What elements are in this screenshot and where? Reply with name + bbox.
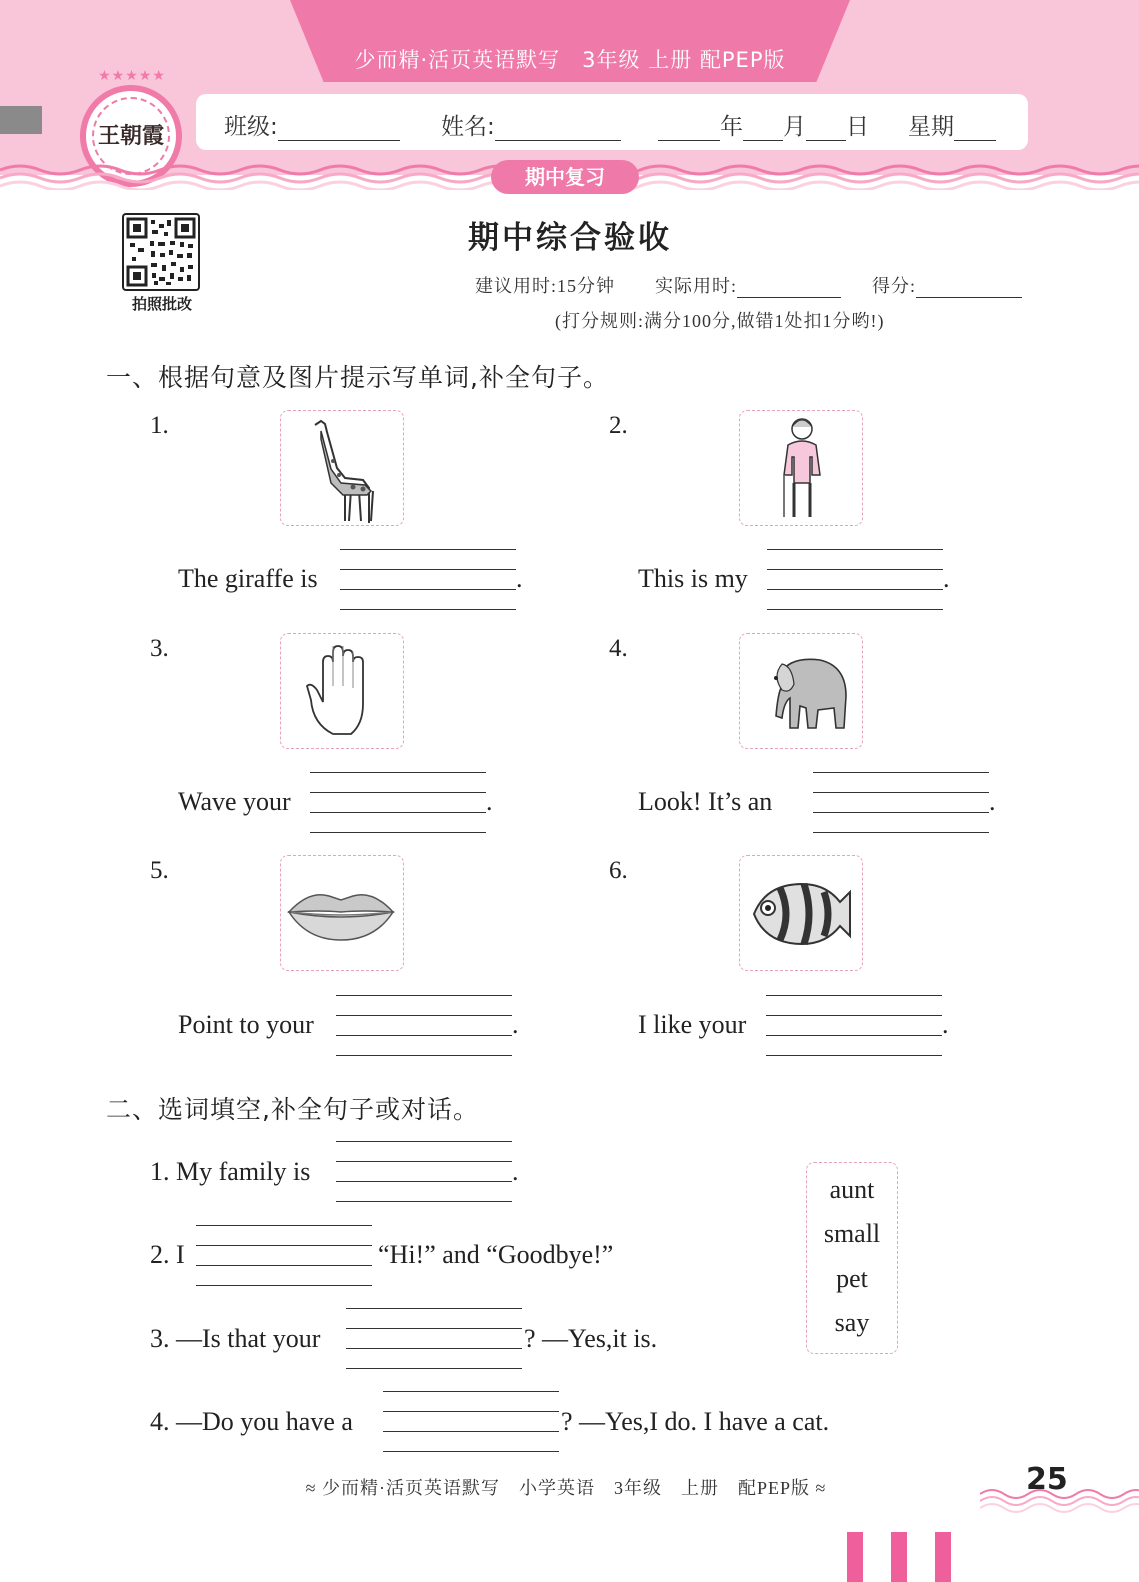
- score-blank[interactable]: [916, 278, 1022, 298]
- name-field[interactable]: [441, 108, 621, 141]
- class-field[interactable]: [224, 108, 400, 141]
- page-edge-marker: [891, 1532, 907, 1582]
- q3-answer-lines[interactable]: [310, 772, 486, 832]
- logo-text: 王朝霞: [97, 123, 164, 149]
- page-title: 期中综合验收: [468, 220, 672, 256]
- elephant-picture: [739, 633, 863, 749]
- s2-q3-end: ? —Yes,it is.: [524, 1324, 658, 1353]
- actual-time-blank[interactable]: [737, 278, 841, 298]
- q4-period: .: [989, 787, 996, 816]
- logo-stars-icon: ★★★★★: [98, 69, 166, 84]
- qr-label: 拍照批改: [131, 295, 192, 313]
- q6-number: 6.: [609, 857, 628, 884]
- month-label: 月: [783, 114, 806, 140]
- q6-answer-lines[interactable]: [766, 995, 942, 1055]
- header-banner-text: 少而精·活页英语默写 3年级 上册 配PEP版: [354, 48, 786, 72]
- student-info-box: [196, 94, 1028, 150]
- actual-time-label: 实际用时:: [655, 276, 738, 296]
- footer-text: ≈ 少而精·活页英语默写 小学英语 3年级 上册 配PEP版 ≈: [305, 1478, 827, 1498]
- scoring-rule: (打分规则:满分100分,做错1处扣1分哟!): [555, 311, 885, 331]
- actual-time-field[interactable]: [655, 272, 841, 298]
- s2-q2-end: “Hi!” and “Goodbye!”: [378, 1240, 614, 1269]
- word-bank-item: aunt: [829, 1175, 875, 1204]
- score-field[interactable]: [872, 272, 1022, 298]
- word-bank-item: pet: [836, 1264, 868, 1293]
- q5-period: .: [512, 1010, 519, 1039]
- s2-q1-text: 1. My family is: [150, 1157, 311, 1186]
- word-bank-item: small: [823, 1219, 881, 1248]
- q5-number: 5.: [150, 857, 169, 884]
- s2-q2-answer-lines[interactable]: [196, 1225, 372, 1285]
- q2-number: 2.: [609, 412, 628, 439]
- q1-period: .: [516, 564, 523, 593]
- suggested-time: 建议用时:15分钟: [475, 276, 616, 296]
- qr-code-icon[interactable]: [122, 213, 200, 291]
- grandmother-picture: [739, 410, 863, 526]
- s2-q4-end: ? —Yes,I do. I have a cat.: [561, 1407, 830, 1436]
- score-label: 得分:: [872, 276, 917, 296]
- page-number: 25: [1026, 1462, 1068, 1497]
- class-blank[interactable]: [278, 117, 400, 141]
- s2-q4-text: 4. —Do you have a: [150, 1407, 353, 1436]
- section1-title: 一、根据句意及图片提示写单词,补全句子。: [106, 363, 609, 392]
- elephant-icon: [740, 634, 860, 746]
- q2-period: .: [943, 564, 950, 593]
- weekday-field[interactable]: [908, 108, 996, 141]
- month-blank[interactable]: [743, 117, 783, 141]
- q5-answer-lines[interactable]: [336, 995, 512, 1055]
- section2-title: 二、选词填空,补全句子或对话。: [106, 1095, 479, 1124]
- hand-icon: [281, 634, 401, 746]
- s2-q3-text: 3. —Is that your: [150, 1324, 321, 1353]
- name-blank[interactable]: [495, 117, 621, 141]
- q4-sentence: Look! It’s an: [638, 787, 773, 816]
- word-bank-item: say: [834, 1308, 870, 1337]
- year-label: 年: [720, 114, 743, 140]
- mouth-picture: [280, 855, 404, 971]
- s2-q1-answer-lines[interactable]: [336, 1141, 512, 1201]
- page-edge-marker: [935, 1532, 951, 1582]
- date-field[interactable]: [658, 108, 869, 141]
- fish-picture: [739, 855, 863, 971]
- q3-period: .: [486, 787, 493, 816]
- section-badge: 期中复习: [491, 160, 639, 194]
- week-label: 星期: [908, 114, 954, 140]
- giraffe-icon: [281, 411, 401, 523]
- q6-period: .: [942, 1010, 949, 1039]
- side-marker: [0, 106, 42, 134]
- page-edge-marker: [847, 1532, 863, 1582]
- s2-q1-end: .: [512, 1157, 519, 1186]
- s2-q2-text: 2. I: [150, 1240, 185, 1269]
- footer-wave: [980, 1484, 1139, 1514]
- fish-icon: [740, 856, 860, 968]
- q1-number: 1.: [150, 412, 169, 439]
- q3-number: 3.: [150, 635, 169, 662]
- word-bank: [806, 1162, 898, 1354]
- day-label: 日: [846, 114, 869, 140]
- grandmother-icon: [740, 411, 860, 523]
- mouth-icon: [281, 856, 401, 968]
- q1-answer-lines[interactable]: [340, 549, 516, 609]
- s2-q4-answer-lines[interactable]: [383, 1391, 559, 1451]
- week-blank[interactable]: [954, 117, 996, 141]
- day-blank[interactable]: [806, 117, 846, 141]
- name-label: 姓名:: [441, 114, 495, 140]
- s2-q3-answer-lines[interactable]: [346, 1308, 522, 1368]
- class-label: 班级:: [224, 114, 278, 140]
- q1-sentence: The giraffe is: [178, 564, 318, 593]
- q5-sentence: Point to your: [178, 1010, 314, 1039]
- hand-picture: [280, 633, 404, 749]
- q2-answer-lines[interactable]: [767, 549, 943, 609]
- year-blank[interactable]: [658, 117, 720, 141]
- giraffe-picture: [280, 410, 404, 526]
- q6-sentence: I like your: [638, 1010, 747, 1039]
- q3-sentence: Wave your: [178, 787, 291, 816]
- q4-number: 4.: [609, 635, 628, 662]
- q2-sentence: This is my: [638, 564, 748, 593]
- q4-answer-lines[interactable]: [813, 772, 989, 832]
